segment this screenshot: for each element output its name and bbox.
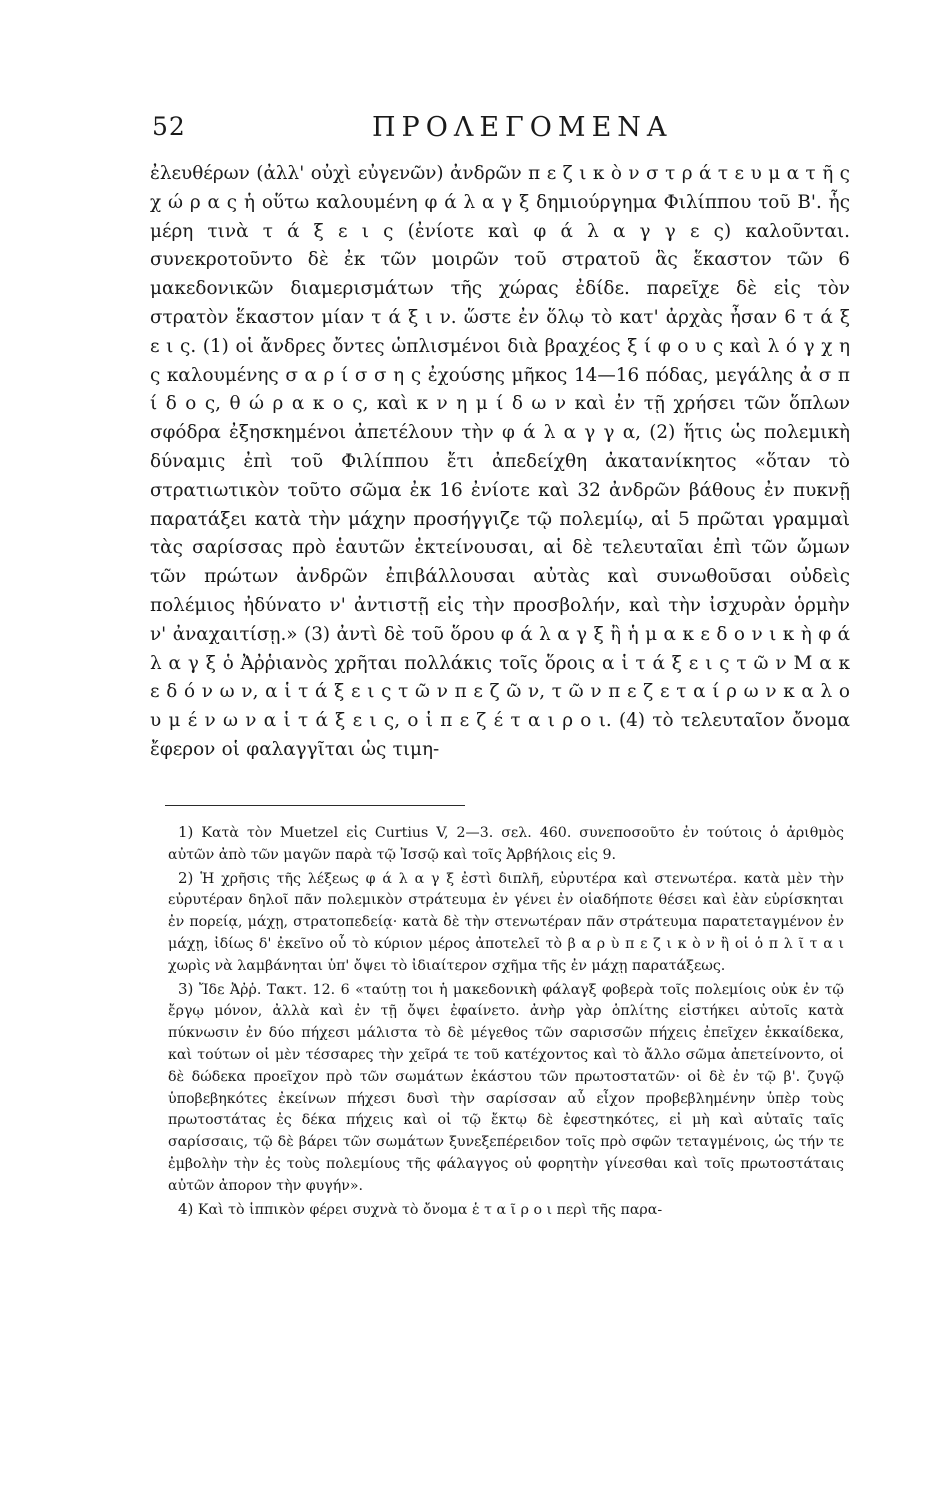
footnote-2 [168, 868, 844, 978]
page-header [152, 112, 852, 152]
page-number: 52 [152, 112, 186, 141]
footnote-marker: 3) [178, 979, 194, 998]
footnote-marker: 2) [178, 868, 194, 887]
footnote-3 [168, 979, 844, 1198]
footnote-text: Καὶ τὸ ἱππικὸν φέρει συχνὰ τὸ ὄνομα ἑ τ α ῖ ρ ο ι περὶ τῆς παρα- [197, 1201, 663, 1218]
footnote-1 [168, 822, 844, 867]
running-title: ΠΡΟΛΕΓΟΜΕΝΑ [372, 112, 673, 143]
footnote-marker: 4) [178, 1199, 194, 1218]
main-paragraph: ἐλευθέρων (ἀλλ' οὐχὶ εὐγενῶν) ἀνδρῶν π ε ζ ι κ ὸ ν σ τ ρ ά τ ε υ μ α τ ῆ ς χ ώ ρ α ς ἡ οὕτω καλουμένη φ ά λ α γ ξ δημιούργημα Φιλίππου τοῦ Β'. ἧς μέρη τινὰ τ ά ξ ε ι ς (ἐνίοτε καὶ φ ά λ α γ γ ε ς) καλοῦνται. συνεκροτοῦντο δὲ ἐκ τῶν μοιρῶν τοῦ στρατοῦ ἃς ἕκαστον τῶν 6 μακεδονικῶν διαμερισμάτων τῆς χώρας ἐδίδε. παρεῖχε δὲ εἰς τὸν στρατὸν ἕκαστον μίαν τ ά ξ ι ν. ὥστε ἐν ὅλῳ τὸ κατ' ἀρχὰς ἦσαν 6 τ ά ξ ε ι ς. (1) οἱ ἄνδρες ὄντες ὡπλισμένοι διὰ βραχέος ξ ί φ ο υ ς καὶ λ ό γ χ η ς καλουμένης σ α ρ ί σ σ η ς ἐχούσης μῆκος 14—16 πόδας, μεγάλης ἀ σ π ί δ ο ς, θ ώ ρ α κ ο ς, καὶ κ ν η μ ί δ ω ν καὶ ἐν τῇ χρήσει τῶν ὅπλων σφόδρα ἐξησκημένοι ἀπετέλουν τὴν φ ά λ α γ γ α, (2) ἥτις ὡς πολεμικὴ δύναμις ἐπὶ τοῦ Φιλίππου ἔτι ἀπεδείχθη ἀκατανίκητος «ὅταν τὸ στρατιωτικὸν τοῦτο σῶμα ἐκ 16 ἐνίοτε καὶ 32 ἀνδρῶν βάθους ἐν πυκνῇ παρατάξει κατὰ τὴν μάχην προσήγγιζε τῷ πολεμίῳ, αἱ 5 πρῶται γραμμαὶ τὰς σαρίσσας πρὸ ἑαυτῶν ἐκτείνουσαι, αἱ δὲ τελευταῖαι ἐπὶ τῶν ὤμων τῶν πρώτων ἀνδρῶν ἐπιβάλλουσαι αὐτὰς καὶ συνωθοῦσαι οὐδεὶς πολέμιος ἠδύνατο ν' ἀντιστῇ εἰς τὴν προσβολήν, καὶ τὴν ἰσχυρὰν ὁρμὴν ν' ἀναχαιτίσῃ.» (3) ἀντὶ δὲ τοῦ ὅρου φ ά λ α γ ξ ἢ ἡ μ α κ ε δ ο ν ι κ ὴ φ ά λ α γ ξ ὁ Ἀῤῥιανὸς χρῆται πολλάκις τοῖς ὅροις α ἱ τ ά ξ ε ι ς τ ῶ ν Μ α κ ε δ ό ν ω ν, α ἱ τ ά ξ ε ι ς τ ῶ ν π ε ζ ῶ ν, τ ῶ ν π ε ζ ε τ α ί ρ ω ν κ α λ ο υ μ έ ν ω ν α ἱ τ ά ξ ε ι ς, ο ἱ π ε ζ έ τ α ι ρ ο ι. (4) τὸ τελευταῖον ὄνομα ἔφερον οἱ φαλαγγῖται ὡς τιμη- [150, 163, 850, 760]
footnote-text: Ἡ χρῆσις τῆς λέξεως φ ά λ α γ ξ ἐστὶ διπλῆ, εὐρυτέρα καὶ στενωτέρα. κατὰ μὲν τὴν εὐρυτέραν δηλοῖ πᾶν πολεμικὸν στράτευμα ἐν γένει ἐν οἱαδήποτε θέσει καὶ ἐὰν εὑρίσκηται ἐν πορείᾳ, μάχῃ, στρατοπεδείᾳ· κατὰ δὲ τὴν στενωτέραν πᾶν στράτευμα παρατεταγμένον ἐν μάχῃ, ἰδίως δ' ἐκεῖνο οὗ τὸ κύριον μέρος ἀποτελεῖ τὸ β α ρ ὺ π ε ζ ι κ ὸ ν ἢ οἱ ὁ π λ ῖ τ α ι χωρὶς νὰ λαμβάνηται ὑπ' ὄψει τὸ ἰδιαίτερον σχῆμα τῆς ἐν μάχῃ παρατάξεως. [168, 870, 844, 974]
footnote-marker: 1) [178, 823, 194, 841]
footnote-4 [168, 1199, 844, 1222]
footnote-text: Κατὰ τὸν Muetzel εἰς Curtius V, 2—3. σελ. 460. συνεποσοῦτο ἐν τούτοις ὁ ἀριθμὸς αὐτῶν ἀπὸ τῶν μαγῶν παρὰ τῷ Ἰσσῷ καὶ τοῖς Ἀρβήλοις εἰς 9. [168, 825, 844, 863]
footnote-text: Ἴδε Ἀῤῥ. Τακτ. 12. 6 «ταύτῃ τοι ἡ μακεδονικὴ φάλαγξ φοβερὰ τοῖς πολεμίοις οὐκ ἐν τῷ ἔργῳ μόνον, ἀλλὰ καὶ ἐν τῇ ὄψει ἐφαίνετο. ἀνὴρ γὰρ ὁπλίτης εἱστήκει αὐτοῖς κατὰ πύκνωσιν ἐν δύο πήχεσι μάλιστα τὸ δὲ μέγεθος τῶν σαρισσῶν πήχεις ἐπεῖχεν ἑκκαίδεκα, καὶ τούτων οἱ μὲν τέσσαρες τὴν χεῖρά τε τοῦ κατέχοντος καὶ τὸ ἄλλο σῶμα ἀπετείνοντο, οἱ δὲ δώδεκα προεῖχον πρὸ τῶν σωμάτων ἑκάστου τῶν πρωτοστατῶν· οἱ δὲ ἐν τῷ β'. ζυγῷ ὑποβεβηκότες ἐκείνων πήχεσι δυσὶ τὴν σαρίσσαν αὖ εἶχον προβεβλημένην ὑπὲρ τοὺς πρωτοστάτας ἐς δέκα πήχεις καὶ οἱ τῷ ἔκτῳ δὲ ἐφεστηκότες, εἰ μὴ καὶ αὐταῖς ταῖς σαρίσσαις, τῷ δὲ βάρει τῶν σωμάτων ξυνεξεπέρειδον τοῖς πρὸ σφῶν τεταγμένοις, ὡς τήν τε ἐμβολὴν τὴν ἐς τοὺς πολεμίους τῆς φάλαγγος οὐ φορητὴν γίνεσθαι καὶ τοῖς πρωτοστάταις αὐτῶν ἀπορον τὴν φυγήν». [168, 981, 845, 1194]
footnote-divider [165, 805, 465, 806]
footnotes [168, 822, 844, 1222]
